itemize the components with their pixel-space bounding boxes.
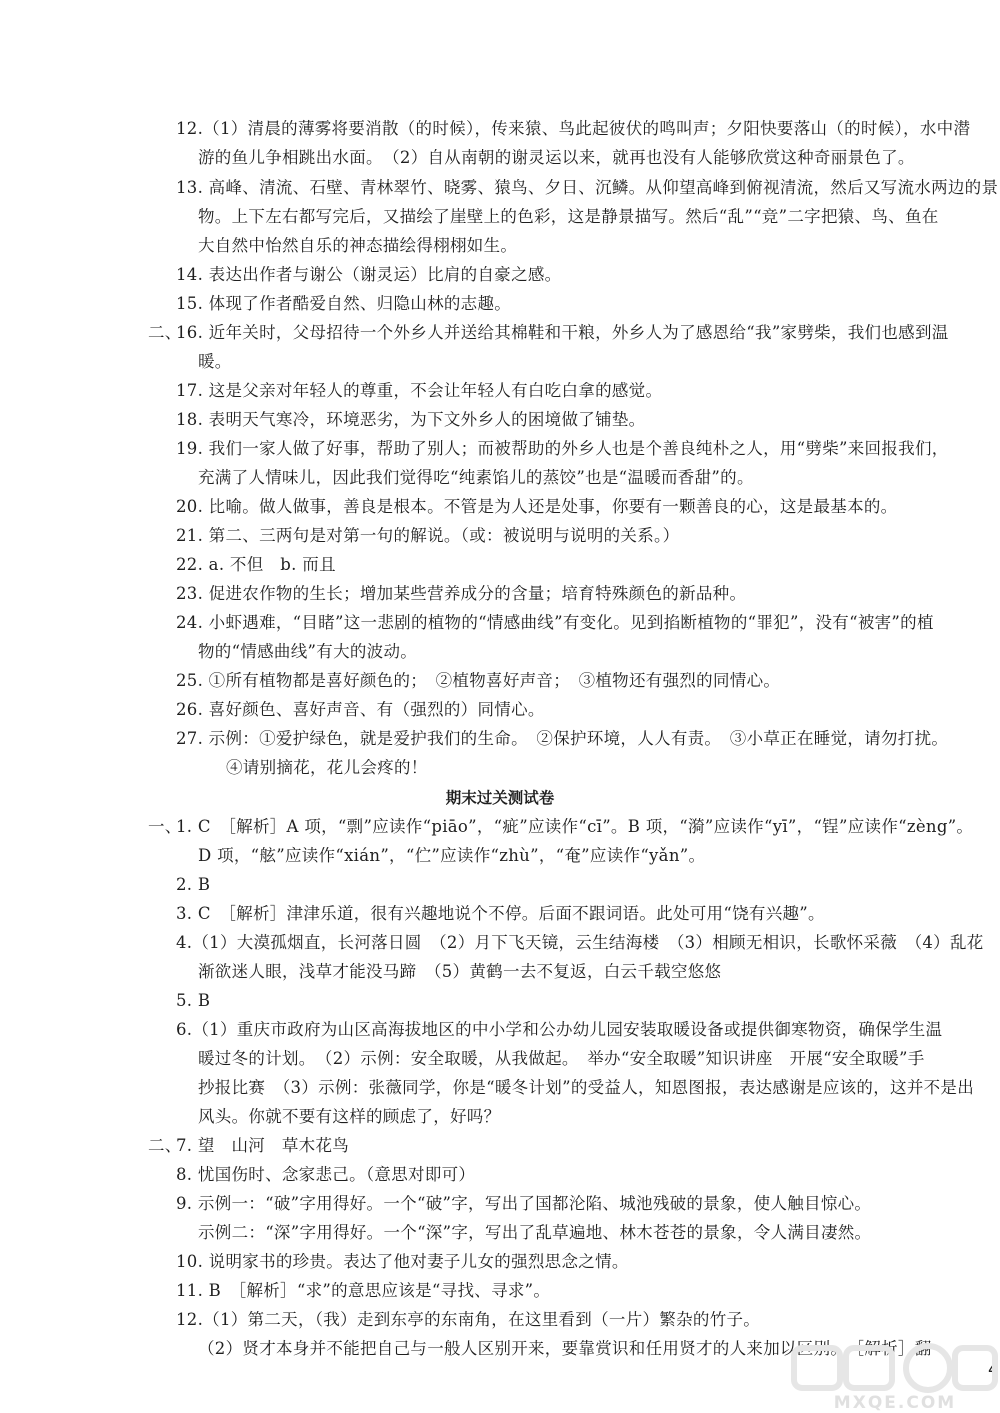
answer-line: 19. 我们一家人做了好事，帮助了别人；而被帮助的外乡人也是个善良纯朴之人，用“劈柴”来回报我们， bbox=[176, 439, 949, 458]
answer-line: 2. B bbox=[176, 875, 211, 894]
svg-text:MXQE.COM: MXQE.COM bbox=[833, 1393, 957, 1413]
answer-line: 12.（1）清晨的薄雾将要消散（的时候），传来猿、鸟此起彼伏的鸣叫声；夕阳快要落山（的时候），水中潜 bbox=[176, 119, 971, 138]
section-mark: 一、 bbox=[148, 817, 182, 836]
answer-line: 充满了人情味儿，因此我们觉得吃“纯素馅儿的蒸饺”也是“温暖而香甜”的。 bbox=[198, 468, 754, 487]
answer-line: 物的“情感曲线”有大的波动。 bbox=[198, 642, 418, 661]
answer-line: 12.（1）第二天，（我）走到东亭的东南角，在这里看到（一片）繁杂的竹子。 bbox=[176, 1310, 761, 1329]
answer-line: 24. 小虾遇难，“目睹”这一悲剧的植物的“情感曲线”有变化。见到掐断植物的“罪犯”，没有“被害”的植 bbox=[176, 613, 934, 632]
answer-line: 4.（1）大漠孤烟直，长河落日圆 （2）月下飞天镜，云生结海楼 （3）相顾无相识，长歌怀采薇 （4）乱花 bbox=[176, 933, 984, 952]
answer-line: 13. 高峰、清流、石壁、青林翠竹、晓雾、猿鸟、夕日、沉鳞。从仰望高峰到俯视清流，然后又写流水两边的景 bbox=[176, 178, 999, 197]
section-mark: 二、 bbox=[148, 1136, 182, 1155]
answer-line: 20. 比喻。做人做事，善良是根本。不管是为人还是处事，你要有一颗善良的心，这是最基本的。 bbox=[176, 497, 898, 516]
answer-line: 22. a. 不但 b. 而且 bbox=[176, 555, 336, 574]
answer-line: 15. 体现了作者酷爱自然、归隐山林的志趣。 bbox=[176, 294, 512, 313]
answer-line: 25. ①所有植物都是喜好颜色的； ②植物喜好声音； ③植物还有强烈的同情心。 bbox=[176, 671, 781, 690]
answer-line: 26. 喜好颜色、喜好声音、有（强烈的）同情心。 bbox=[176, 700, 545, 719]
answer-line: 17. 这是父亲对年轻人的尊重，不会让年轻人有白吃白拿的感觉。 bbox=[176, 381, 663, 400]
answer-line: 11. B ［解析］“求”的意思应该是“寻找、寻求”。 bbox=[176, 1281, 551, 1300]
answer-line: 物。上下左右都写完后，又描绘了崖壁上的色彩，这是静景描写。然后“乱”“竞”二字把猿、鸟、鱼在 bbox=[198, 207, 939, 226]
answer-line: 3. C ［解析］津津乐道，很有兴趣地说个不停。后面不跟词语。此处可用“饶有兴趣”。 bbox=[176, 904, 825, 923]
answer-line: 抄报比赛 （3）示例：张薇同学，你是“暖冬计划”的受益人，知恩图报，表达感谢是应该的，这并不是出 bbox=[198, 1078, 975, 1097]
answer-line: 23. 促进农作物的生长；增加某些营养成分的含量；培育特殊颜色的新品种。 bbox=[176, 584, 747, 603]
answer-line: 9. 示例一：“破”字用得好。一个“破”字，写出了国都沦陷、城池残破的景象，使人触目惊心。 bbox=[176, 1194, 872, 1213]
answer-line: 暖。 bbox=[198, 352, 232, 371]
answer-line: 游的鱼儿争相跳出水面。 （2）自从南朝的谢灵运以来，就再也没有人能够欣赏这种奇丽景色了。 bbox=[198, 148, 915, 167]
answer-line: 8. 忧国伤时、念家悲己。（意思对即可） bbox=[176, 1165, 476, 1184]
answer-line: 大自然中怡然自乐的神态描绘得栩栩如生。 bbox=[198, 236, 518, 255]
page-number: 4 bbox=[988, 1360, 999, 1380]
answer-line: 渐欲迷人眼，浅草才能没马蹄 （5）黄鹤一去不复返，白云千载空悠悠 bbox=[198, 962, 722, 981]
answer-line: 27. 示例：①爱护绿色，就是爱护我们的生命。 ②保护环境，人人有责。 ③小草正在睡觉，请勿打扰。 bbox=[176, 729, 949, 748]
answer-line: D 项，“舷”应读作“xián”，“伫”应读作“zhù”，“奄”应读作“yǎn”。 bbox=[198, 846, 706, 865]
answer-line: 暖过冬的计划。 （2）示例：安全取暖，从我做起。 举办“安全取暖”知识讲座 开展“安全取暖”手 bbox=[198, 1049, 925, 1068]
answer-line: 21. 第二、三两句是对第一句的解说。（或：被说明与说明的关系。） bbox=[176, 526, 680, 545]
section-mark: 二、 bbox=[148, 323, 182, 342]
answer-line: 18. 表明天气寒冷，环境恶劣，为下文外乡人的困境做了铺垫。 bbox=[176, 410, 646, 429]
answer-line: 14. 表达出作者与谢公（谢灵运）比肩的自豪之感。 bbox=[176, 265, 562, 284]
answer-line: 1. C ［解析］A 项，“剽”应读作“piāo”，“疵”应读作“cī”。B 项，“漪”应读作“yī”，“锃”应读作“zèng”。 bbox=[176, 817, 974, 836]
answer-line: 10. 说明家书的珍贵。表达了他对妻子儿女的强烈思念之情。 bbox=[176, 1252, 629, 1271]
answer-line: 风头。你就不要有这样的顾虑了，好吗？ bbox=[198, 1107, 501, 1126]
answer-line: 7. 望 山河 草木花鸟 bbox=[176, 1136, 350, 1155]
answer-line: 示例二：“深”字用得好。一个“深”字，写出了乱草遍地、林木苍苍的景象，令人满目凄然。 bbox=[198, 1223, 872, 1242]
site-watermark-logo bbox=[790, 1342, 1000, 1413]
exam-title: 期末过关测试卷 bbox=[445, 789, 555, 807]
answer-line: （2）贤才本身并不能把自己与一般人区别开来，要靠赏识和任用贤才的人来加以区别。 ［解析］翻 bbox=[198, 1339, 932, 1358]
answer-line: 5. B bbox=[176, 991, 211, 1010]
answer-line: ④请别摘花，花儿会疼的！ bbox=[226, 758, 428, 777]
answer-line: 6.（1）重庆市政府为山区高海拔地区的中小学和公办幼儿园安装取暖设备或提供御寒物资，确保学生温 bbox=[176, 1020, 943, 1039]
answer-line: 16. 近年关时，父母招待一个外乡人并送给其棉鞋和干粮，外乡人为了感恩给“我”家劈柴，我们也感到温 bbox=[176, 323, 949, 342]
